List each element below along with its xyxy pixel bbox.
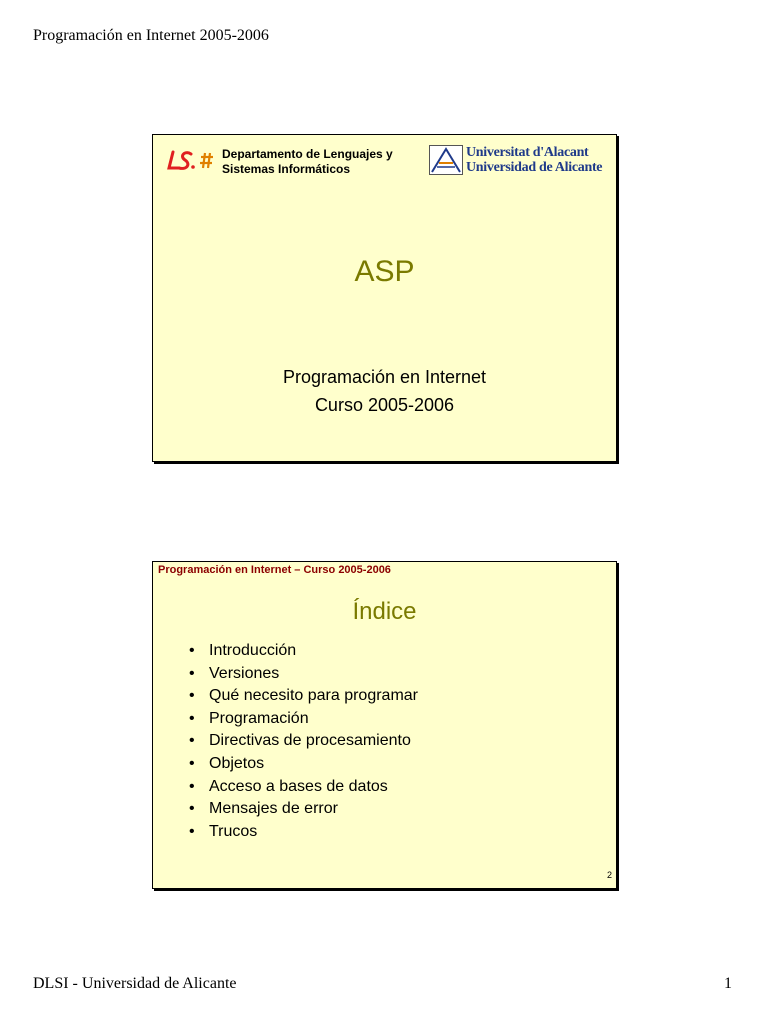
list-item: • Trucos — [187, 821, 418, 844]
department-line-1: Departamento de Lenguajes y — [222, 147, 393, 161]
department-name — [222, 147, 422, 177]
subtitle-line-1: Programación en Internet — [282, 367, 487, 387]
university-line-2: Universidad de Alicante — [466, 160, 603, 175]
slide-number: 2 — [606, 870, 612, 880]
subtitle-line-2: Curso 2005-2006 — [314, 395, 455, 415]
slide-title: Índice — [352, 598, 417, 625]
dlsi-logo-icon — [165, 148, 217, 174]
page-number: 1 — [724, 975, 732, 992]
list-item: • Mensajes de error — [187, 798, 418, 821]
slide-title: ASP — [354, 255, 415, 288]
list-item: • Qué necesito para programar — [187, 685, 418, 708]
index-list — [187, 640, 418, 843]
university-logo — [429, 145, 607, 179]
university-name — [466, 145, 611, 175]
page-header: Programación en Internet 2005-2006 — [33, 27, 269, 44]
department-line-2: Sistemas Informáticos — [222, 162, 351, 176]
slide-title-slide — [152, 134, 617, 462]
university-line-1: Universitat d'Alacant — [466, 145, 589, 160]
list-item: • Introducción — [187, 640, 418, 663]
page-footer: DLSI - Universidad de Alicante — [33, 975, 237, 992]
slide-subtitle — [153, 363, 616, 419]
slide-header: Programación en Internet – Curso 2005-2006 — [158, 564, 391, 576]
list-item: • Objetos — [187, 753, 418, 776]
list-item: • Acceso a bases de datos — [187, 776, 418, 799]
ua-logo-icon — [429, 145, 463, 175]
list-item: • Programación — [187, 708, 418, 731]
slide-index — [152, 561, 617, 889]
list-item: • Versiones — [187, 663, 418, 686]
list-item: • Directivas de procesamiento — [187, 730, 418, 753]
